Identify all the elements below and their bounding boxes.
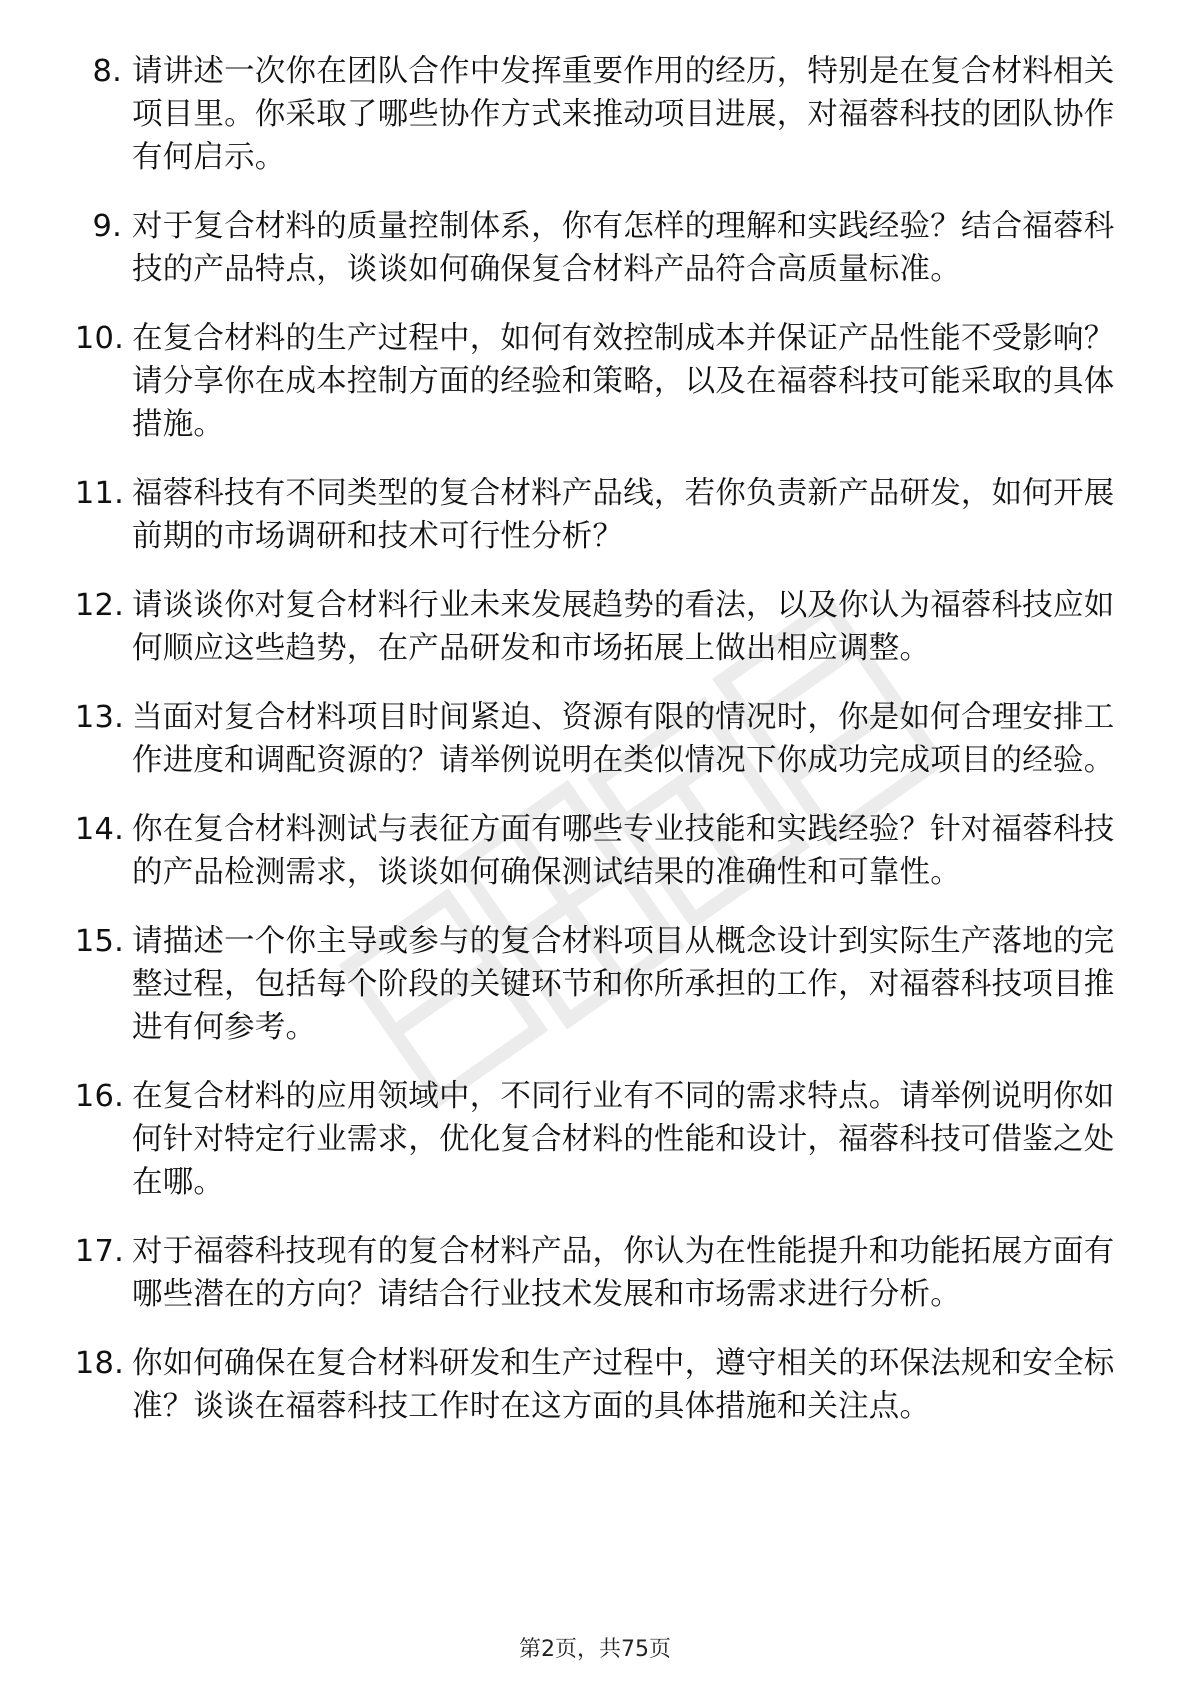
question-item bbox=[64, 696, 1124, 782]
question-text: 当面对复合材料项目时间紧迫、资源有限的情况时，你是如何合理安排工作进度和调配资源的？请举例说明在类似情况下你成功完成项目的经验。 bbox=[132, 700, 1115, 778]
question-number: 17. bbox=[74, 1234, 124, 1269]
question-text: 你在复合材料测试与表征方面有哪些专业技能和实践经验？针对福蓉科技的产品检测需求，谈谈如何确保测试结果的准确性和可靠性。 bbox=[132, 812, 1115, 890]
question-item bbox=[64, 1230, 1124, 1316]
question-text: 对于福蓉科技现有的复合材料产品，你认为在性能提升和功能拓展方面有哪些潜在的方向？请结合行业技术发展和市场需求进行分析。 bbox=[132, 1234, 1115, 1312]
question-item bbox=[64, 808, 1124, 894]
question-number: 8. bbox=[92, 54, 122, 89]
question-number: 14. bbox=[74, 812, 124, 847]
question-item bbox=[64, 584, 1124, 670]
question-item bbox=[64, 317, 1124, 446]
page-number-footer: 第2页，共75页 bbox=[519, 1637, 671, 1662]
question-text: 在复合材料的生产过程中，如何有效控制成本并保证产品性能不受影响？请分享你在成本控制方面的经验和策略，以及在福蓉科技可能采取的具体措施。 bbox=[132, 321, 1115, 442]
question-item bbox=[64, 50, 1124, 179]
question-text: 请讲述一次你在团队合作中发挥重要作用的经历，特别是在复合材料相关项目里。你采取了哪些协作方式来推动项目进展，对福蓉科技的团队协作有何启示。 bbox=[132, 54, 1115, 175]
question-list bbox=[64, 50, 1124, 1454]
question-number: 13. bbox=[74, 700, 124, 735]
question-text: 请谈谈你对复合材料行业未来发展趋势的看法，以及你认为福蓉科技应如何顺应这些趋势，在产品研发和市场拓展上做出相应调整。 bbox=[132, 588, 1115, 666]
question-text: 福蓉科技有不同类型的复合材料产品线，若你负责新产品研发，如何开展前期的市场调研和技术可行性分析？ bbox=[132, 476, 1115, 554]
question-number: 12. bbox=[74, 588, 124, 623]
question-text: 你如何确保在复合材料研发和生产过程中，遵守相关的环保法规和安全标准？谈谈在福蓉科技工作时在这方面的具体措施和关注点。 bbox=[132, 1346, 1115, 1424]
question-number: 9. bbox=[92, 209, 122, 244]
question-number: 11. bbox=[74, 476, 124, 511]
question-text: 对于复合材料的质量控制体系，你有怎样的理解和实践经验？结合福蓉科技的产品特点，谈谈如何确保复合材料产品符合高质量标准。 bbox=[132, 209, 1115, 287]
question-text: 在复合材料的应用领域中，不同行业有不同的需求特点。请举例说明你如何针对特定行业需求，优化复合材料的性能和设计，福蓉科技可借鉴之处在哪。 bbox=[132, 1079, 1115, 1200]
question-item bbox=[64, 205, 1124, 291]
question-number: 16. bbox=[74, 1079, 124, 1114]
question-item bbox=[64, 472, 1124, 558]
question-item bbox=[64, 1075, 1124, 1204]
question-number: 18. bbox=[74, 1346, 124, 1381]
question-number: 10. bbox=[74, 321, 124, 356]
question-item bbox=[64, 920, 1124, 1049]
question-item bbox=[64, 1342, 1124, 1428]
question-number: 15. bbox=[74, 924, 124, 959]
question-text: 请描述一个你主导或参与的复合材料项目从概念设计到实际生产落地的完整过程，包括每个阶段的关键环节和你所承担的工作，对福蓉科技项目推进有何参考。 bbox=[132, 924, 1115, 1045]
